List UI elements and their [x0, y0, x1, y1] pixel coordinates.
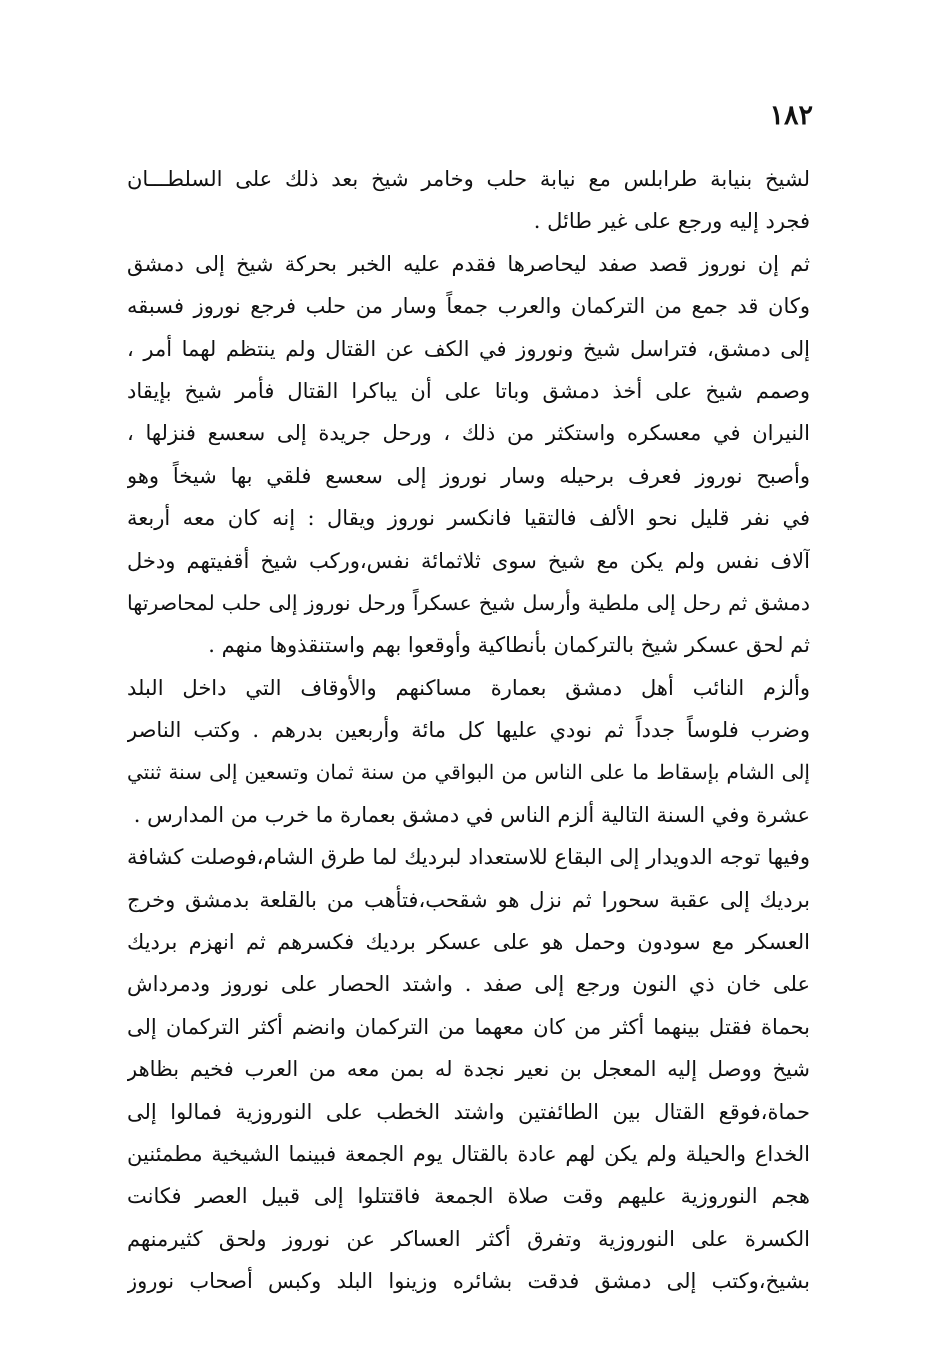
text-line-9: في نفر قليل نحو الألف فالتقيا فانكسر نوروز ويقال : إنه كان معه أربعة	[127, 506, 810, 531]
text-line-25: هجم النوروزية عليهم وقت صلاة الجمعة فاقتتلوا إلى قبيل العصر فكانت	[127, 1184, 810, 1209]
text-line-4: وكان قد جمع من التركمان والعرب جمعاً وسار من حلب فرجع نوروز فسبقه	[127, 294, 810, 319]
text-line-22: شيخ ووصل إليه المعجل بن نعير نجدة له بمن معه من العرب فخيم بظاهر	[127, 1057, 810, 1082]
text-line-18: برديك إلى عقبة سحورا ثم نزل هو شقحب،فتأهب من بالقلعة بدمشق وخرج	[127, 887, 810, 912]
text-line-1: لشيخ بنيابة طرابلس مع نيابة حلب وخامر شيخ بعد ذلك على السلطـــان	[127, 167, 810, 191]
text-line-6: وصمم شيخ على أخذ دمشق وباتا على أن يباكرا القتال فأمر شيخ بإيقاد	[127, 378, 810, 403]
text-line-5: إلى دمشق، فتراسل شيخ ونوروز في الكف عن القتال ولم ينتظم لهما أمر ،	[127, 336, 810, 361]
text-line-17: وفيها توجه الدويدار إلى البقاع للاستعداد لبرديك لما طرق الشام،فوصلت كشافة	[127, 845, 810, 870]
text-line-19: العسكر مع سودون وحمل هو على عسكر برديك فكسرهم ثم انهزم برديك	[127, 930, 810, 955]
text-line-24: الخداع والحيلة ولم يكن لهم عادة بالقتال يوم الجمعة فبينما الشيخية مطمئنين	[127, 1141, 810, 1166]
text-line-21: بحماة فقتل بينهما أكثر من كان معهما من التركمان وانضم أكثر التركمان إلى	[127, 1014, 810, 1039]
text-line-3: ثم إن نوروز قصد صفد ليحاصرها فقدم عليه الخبر بحركة شيخ إلى دمشق	[127, 251, 810, 276]
text-line-27: بشيخ،وكتب إلى دمشق فدقت بشائره وزينوا البلد وكبس أصحاب نوروز	[127, 1269, 810, 1294]
text-line-26: الكسرة على النوروزية وتفرق أكثر العساكر عن نوروز ولحق كثيرمنهم	[127, 1226, 810, 1251]
text-line-10: آلاف نفس ولم يكن مع شيخ سوى ثلاثمائة نفس،وركب شيخ أقفيتهم ودخل	[127, 548, 810, 573]
text-line-15: إلى الشام بإسقاط ما على الناس من البواقي من سنة ثمان وتسعين إلى سنة ثنتي	[127, 760, 810, 785]
text-line-23: حماة،فوقع القتال بين الطائفتين واشتد الخطب على النوروزية فمالوا إلى	[127, 1099, 810, 1124]
text-line-8: وأصبح نوروز فعرف برحيله وسار نوروز إلى سعسع فلقي بها شيخاً وهو	[127, 463, 810, 488]
text-line-2: فجرد إليه ورجع على غير طائل .	[533, 209, 810, 234]
text-line-13: وألزم النائب أهل دمشق بعمارة مساكنهم والأوقاف التي داخل البلد	[127, 675, 810, 700]
text-line-7: النيران في معسكره واستكثر من ذلك ، ورحل جريدة إلى سعسع فنزلها ،	[127, 421, 810, 446]
text-line-12: ثم لحق عسكر شيخ بالتركمان بأنطاكية وأوقعوا بهم واستنقذوها منهم .	[208, 633, 810, 658]
page-number: ١٨٢	[769, 100, 813, 131]
text-line-20: على خان ذي النون ورجع إلى صفد . واشتد الحصار على نوروز ودمرداش	[127, 972, 810, 997]
text-line-16: عشرة وفي السنة التالية ألزم الناس في دمشق بعمارة ما خرب من المدارس .	[133, 802, 810, 827]
body-text	[127, 158, 810, 1303]
text-line-11: دمشق ثم رحل إلى ملطية وأرسل شيخ عسكراً ورحل نوروز إلى حلب لمحاصرتها	[127, 590, 810, 615]
text-line-14: وضرب فلوساً جدداً ثم نودي عليها كل مائة وأربعين بدرهم . وكتب الناصر	[127, 718, 810, 743]
